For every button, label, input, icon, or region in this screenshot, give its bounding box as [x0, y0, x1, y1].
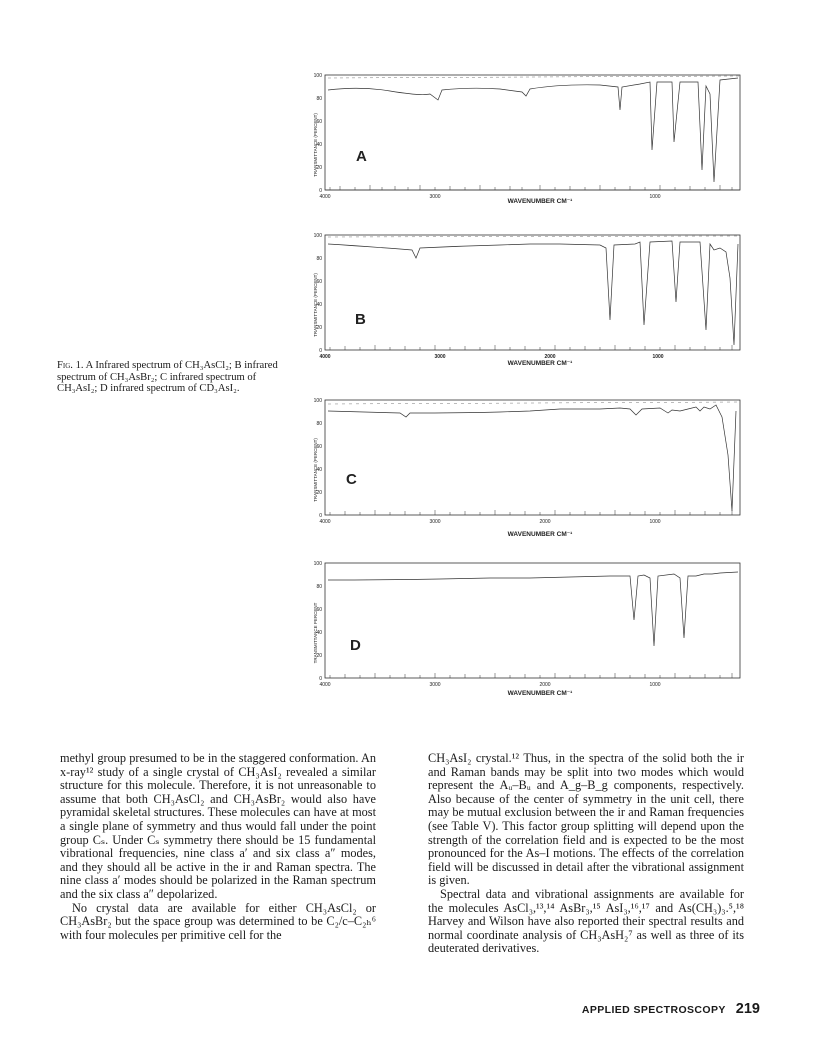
spectrum-label: D [350, 637, 361, 654]
spectrum-label: A [356, 148, 367, 165]
journal-name: APPLIED SPECTROSCOPY [581, 1004, 726, 1016]
x-tick: 3000 [434, 354, 446, 360]
y-axis-label: TRANSMITTANCE (PERCENT) [313, 273, 318, 337]
y-tick: 80 [316, 584, 322, 590]
x-tick: 3000 [429, 519, 441, 525]
figure-caption-text: A Infrared spectrum of CH₃AsCl₂; B infrared spectrum of CH₃AsBr₂; C infrared spectrum of CH₃AsI₂; D infrared spectrum of CD₃AsI₂. [57, 360, 278, 395]
spectrum-a [300, 70, 760, 210]
y-tick: 80 [316, 256, 322, 262]
y-tick: 60 [316, 119, 322, 125]
x-tick: 1000 [649, 519, 661, 525]
y-tick: 80 [316, 421, 322, 427]
y-tick: 100 [313, 233, 322, 239]
x-axis-label: WAVENUMBER CM⁻¹ [507, 360, 573, 367]
y-tick: 80 [316, 96, 322, 102]
y-tick: 0 [319, 676, 322, 682]
y-tick: 100 [313, 398, 322, 404]
paragraph: No crystal data are available for either CH₃AsCl₂ or CH₃AsBr₂ but the space group was determined to be C₂/c–C₂ₕ⁶ with four molecules per primitive cell for the [60, 900, 376, 942]
y-tick: 0 [319, 188, 322, 194]
paragraph: methyl group presumed to be in the staggered conformation. An x-ray¹² study of a single crystal of CH₃AsI₂ revealed a similar structure for this molecule. Therefore, it is not unreasonable to assume that both CH₃AsCl₂ and CH₃AsBr₂ would also have pyramidal skeletal structures. These molecules can have at most a single plane of symmetry and thus would fall under the point group Cₛ. Under Cₛ symmetry there should be 15 fundamental vibrational frequencies, nine class a′ and six class a″ modes, and they should all be active in the ir and Raman spectra. The nine class a′ modes should be polarized in the Raman spectrum and the six class a″ depolarized. [60, 751, 376, 901]
body-column-left [60, 752, 376, 942]
y-tick: 60 [316, 279, 322, 285]
x-tick: 1000 [652, 354, 664, 360]
y-tick: 100 [313, 561, 322, 567]
y-axis-label: TRANSMITTANCE (PERCENT) [313, 113, 318, 177]
page-footer [560, 1001, 760, 1017]
x-tick: 2000 [539, 682, 551, 688]
x-tick: 4000 [319, 354, 331, 360]
y-tick: 20 [316, 325, 322, 331]
figure-caption-lead: Fig. 1. [57, 360, 84, 371]
y-tick: 60 [316, 607, 322, 613]
spectrum-b-plot [300, 230, 760, 370]
x-axis-label: WAVENUMBER CM⁻¹ [507, 690, 573, 697]
spectrum-d-plot [300, 558, 760, 698]
x-tick: 3000 [429, 682, 441, 688]
y-axis-label: TRANSMITTANCE PERCENT [313, 602, 318, 664]
x-tick: 1000 [649, 682, 661, 688]
spectrum-b [300, 230, 760, 370]
y-tick: 20 [316, 165, 322, 171]
y-tick: 100 [313, 73, 322, 79]
y-tick: 40 [316, 630, 322, 636]
figure-caption [57, 360, 292, 395]
x-tick: 2000 [539, 519, 551, 525]
x-tick: 4000 [319, 194, 331, 200]
spectrum-c [300, 395, 760, 538]
page-number: 219 [735, 1001, 760, 1017]
paragraph: CH₃AsI₂ crystal.¹² Thus, in the spectra of the solid both the ir and Raman bands may be split into two modes which would represent the Aᵤ–Bᵤ and A_g–B_g components, respectively. Also because of the center of symmetry in the unit cell, there may be mutual exclusion between the ir and Raman frequencies (see Table V). This factor group splitting will depend upon the strength of the correlation field and is expected to be the most pronounced for the As–I motions. The effects of the correlation field will be discussed in detail after the vibrational assignment is given. [428, 751, 744, 888]
y-tick: 0 [319, 348, 322, 354]
y-tick: 0 [319, 513, 322, 519]
y-tick: 40 [316, 467, 322, 473]
body-column-right [428, 752, 744, 956]
y-tick: 40 [316, 302, 322, 308]
y-tick: 60 [316, 444, 322, 450]
x-axis-label: WAVENUMBER CM⁻¹ [507, 198, 573, 205]
x-tick: 3000 [429, 194, 441, 200]
spectrum-d [300, 558, 760, 698]
x-tick: 2000 [544, 354, 556, 360]
y-tick: 20 [316, 490, 322, 496]
y-axis-label: TRANSMITTANCE (PERCENT) [313, 438, 318, 502]
x-tick: 4000 [319, 519, 331, 525]
spectrum-a-plot [300, 70, 760, 210]
y-tick: 40 [316, 142, 322, 148]
spectrum-label: B [355, 311, 366, 328]
x-axis-label: WAVENUMBER CM⁻¹ [507, 531, 573, 538]
spectrum-c-plot [300, 395, 760, 538]
x-tick: 1000 [649, 194, 661, 200]
x-tick: 4000 [319, 682, 331, 688]
spectrum-label: C [346, 471, 357, 488]
y-tick: 20 [316, 653, 322, 659]
paragraph: Spectral data and vibrational assignments are available for the molecules AsCl₃,¹³,¹⁴ AsBr₃,¹⁵ AsI₃,¹⁶,¹⁷ and As(CH₃)₃.⁵,¹⁸ Harvey and Wilson have also reported their spectral results and normal coordinate analysis of CH₃AsH₂⁷ as well as three of its deuterated derivatives. [428, 886, 744, 956]
